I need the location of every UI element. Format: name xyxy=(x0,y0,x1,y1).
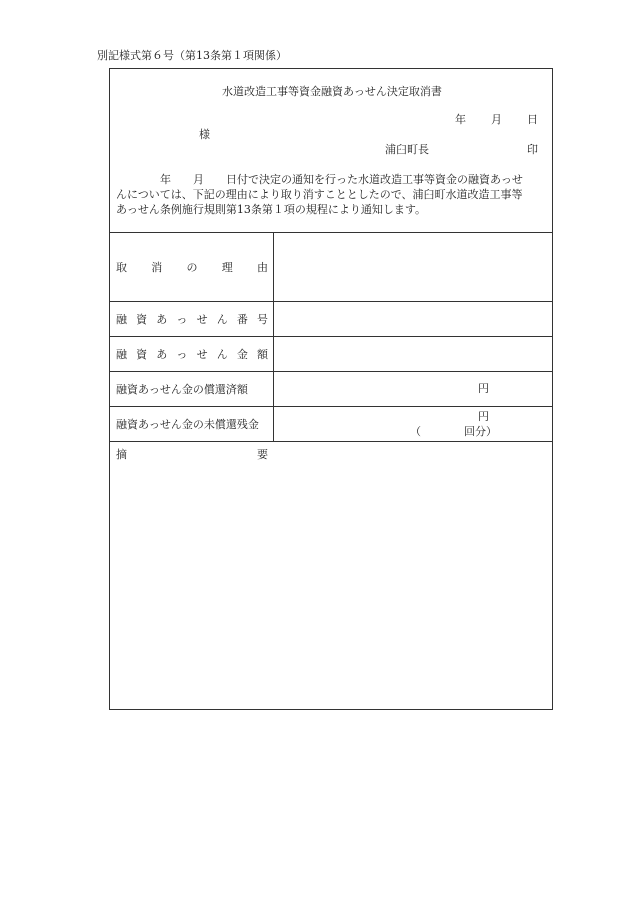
remarks-char: 摘 xyxy=(116,448,127,461)
unpaid-yen-unit: 円 xyxy=(478,410,489,423)
label-char: 金 xyxy=(236,347,248,361)
unpaid-count-open: （ xyxy=(410,425,421,438)
label-char: 資 xyxy=(136,312,148,326)
label-char: 番 xyxy=(236,312,248,326)
date-day: 日 xyxy=(527,113,538,126)
label-char: あ xyxy=(156,312,168,326)
reason-char: 由 xyxy=(257,260,268,274)
remarks-field[interactable] xyxy=(111,463,553,709)
form-title: 水道改造工事等資金融資あっせん決定取消書 xyxy=(222,85,442,98)
remarks-label xyxy=(116,447,268,461)
label-char: っ xyxy=(176,312,188,326)
label-char: ん xyxy=(216,312,228,326)
loan-amount-label xyxy=(116,336,268,371)
loan-number-field[interactable] xyxy=(274,302,553,336)
issuer-name: 浦臼町長 xyxy=(385,143,429,156)
loan-amount-field[interactable] xyxy=(274,337,553,371)
form-frame xyxy=(109,68,553,710)
form-number: 別記様式第６号（第13条第１項関係） xyxy=(97,49,287,62)
notice-text xyxy=(116,172,550,217)
label-char: 資 xyxy=(136,347,148,361)
label-char: 融 xyxy=(116,347,127,361)
loan-number-label xyxy=(116,301,268,336)
remarks-char: 要 xyxy=(257,448,268,461)
label-char: っ xyxy=(176,347,188,361)
label-char: せ xyxy=(196,347,208,361)
label-char: 額 xyxy=(256,347,268,361)
reason-char: の xyxy=(186,260,198,274)
addressee-suffix: 様 xyxy=(199,128,210,141)
unpaid-label: 融資あっせん金の未償還残金 xyxy=(116,417,259,431)
label-char: 号 xyxy=(256,312,268,326)
label-char: あ xyxy=(156,347,168,361)
notice-line: んについては、下記の理由により取り消すこととしたので、浦臼町水道改造工事等 xyxy=(116,188,523,201)
notice-line: 年 月 日付で決定の通知を行った水道改造工事等資金の融資あっせ xyxy=(116,173,523,186)
reason-char: 取 xyxy=(116,260,127,274)
unpaid-count-suffix: 回分） xyxy=(464,425,497,438)
notice-line: あっせん条例施行規則第13条第１項の規程により通知します。 xyxy=(116,203,427,216)
repaid-label: 融資あっせん金の償還済額 xyxy=(116,382,248,396)
date-month: 月 xyxy=(491,113,502,126)
label-char: 融 xyxy=(116,312,127,326)
label-char: ん xyxy=(216,347,228,361)
label-char: せ xyxy=(196,312,208,326)
repaid-yen-unit: 円 xyxy=(478,382,489,395)
reason-field[interactable] xyxy=(274,233,553,301)
row-divider xyxy=(110,441,552,442)
reason-label xyxy=(116,232,268,301)
reason-char: 理 xyxy=(221,260,233,274)
date-year: 年 xyxy=(455,113,466,126)
reason-char: 消 xyxy=(151,260,163,274)
seal-mark: 印 xyxy=(527,143,538,156)
